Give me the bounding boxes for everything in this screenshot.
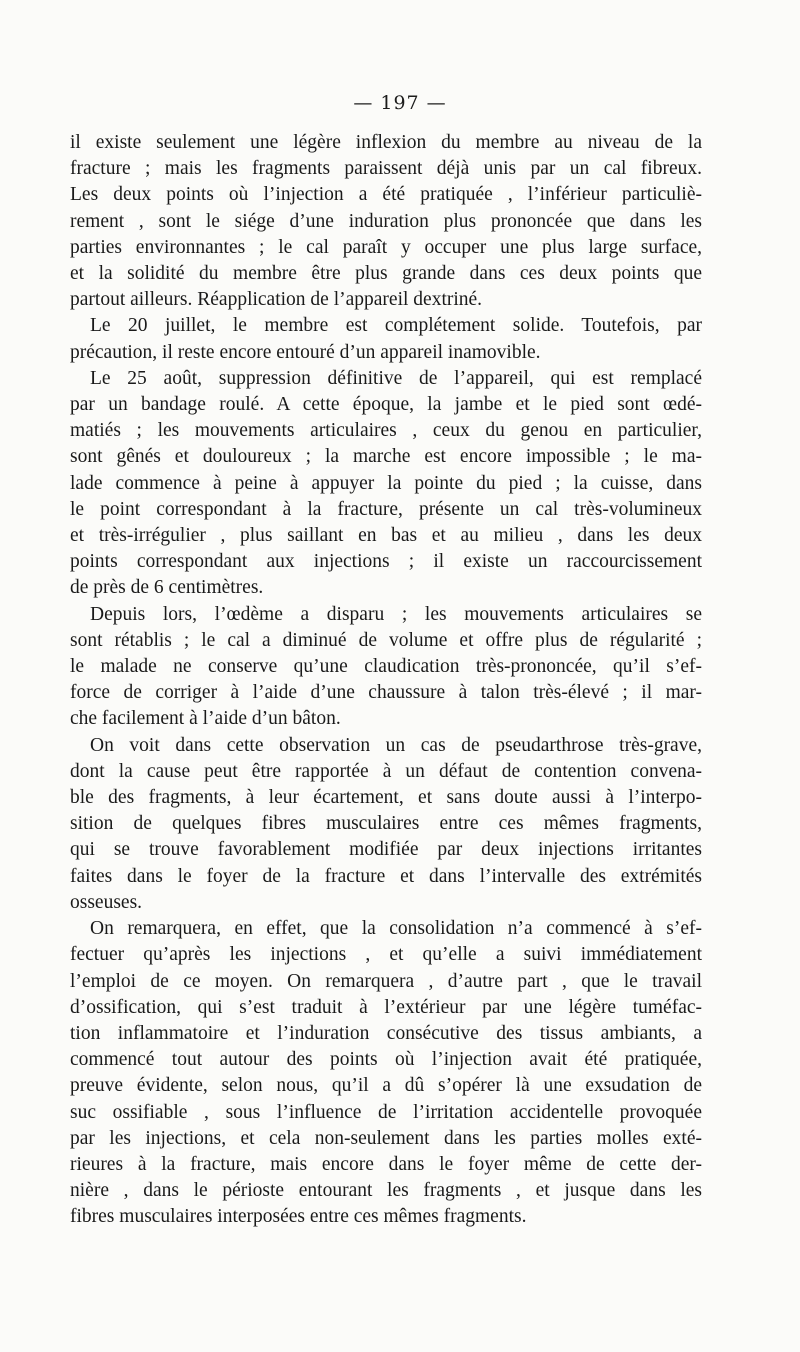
text-line: précaution, il reste encore entouré d’un appareil inamovible. [70,341,541,363]
text-line: sont gênés et douloureux ; la marche est encore impossible ; le ma- [70,446,702,468]
text-line: che facilement à l’aide d’un bâton. [70,708,341,730]
page-number: — 197 — [353,92,447,114]
text-line: preuve évidente, selon nous, qu’il a dû s’opérer là une exsudation de [70,1075,702,1097]
text-line: Le 25 août, suppression définitive de l’appareil, qui est remplacé [90,367,702,389]
text-line: fectuer qu’après les injections , et qu’elle a suivi immédiatement [70,944,702,966]
text-line: partout ailleurs. Réapplication de l’appareil dextriné. [70,289,483,311]
paragraph [70,602,702,733]
text-line: commencé tout autour des points où l’injection avait été pratiquée, [70,1049,702,1071]
text-line: sont rétablis ; le cal a diminué de volume et offre plus de régularité ; [70,629,702,651]
text-line: osseuses. [70,891,143,913]
text-line: tion inflammatoire et l’induration consécutive des tissus ambiants, a [70,1022,702,1044]
text-line: le point correspondant à la fracture, présente un cal très-volumineux [70,498,702,520]
text-line: On remarquera, en effet, que la consolidation n’a commencé à s’ef- [90,918,702,940]
text-line: parties environnantes ; le cal paraît y occuper une plus large surface, [70,236,702,258]
text-line: le malade ne conserve qu’une claudication très-prononcée, qu’il s’ef- [70,656,702,678]
text-line: suc ossifiable , sous l’influence de l’irritation accidentelle provoquée [70,1101,702,1123]
text-line: points correspondant aux injections ; il existe un raccourcissement [70,551,702,573]
text-line: qui se trouve favorablement modifiée par deux injections irritantes [70,839,702,861]
text-line: fibres musculaires interposées entre ces mêmes fragments. [70,1206,527,1228]
text-line: Depuis lors, l’œdème a disparu ; les mouvements articulaires se [90,603,702,625]
text-line: sition de quelques fibres musculaires entre ces mêmes fragments, [70,813,702,835]
text-line: dont la cause peut être rapportée à un défaut de contention convena- [70,760,702,782]
paragraph [70,916,702,1230]
text-line: rement , sont le siége d’une induration plus prononcée que dans les [70,210,702,232]
text-line: Le 20 juillet, le membre est complétement solide. Toutefois, par [90,315,702,337]
paragraph [70,130,702,313]
text-line: lade commence à peine à appuyer la pointe du pied ; la cuisse, dans [70,472,702,494]
text-line: il existe seulement une légère inflexion du membre au niveau de la [70,132,702,153]
text-line: On voit dans cette observation un cas de pseudarthrose très-grave, [90,734,702,756]
text-line: et très-irrégulier , plus saillant en bas et au milieu , dans les deux [70,525,702,547]
paragraph [70,313,702,365]
text-line: ble des fragments, à leur écartement, et sans doute aussi à l’interpo- [70,787,702,809]
body-text [70,130,702,1231]
text-line: Les deux points où l’injection a été pratiquée , l’inférieur particuliè- [70,184,702,206]
text-line: par un bandage roulé. A cette époque, la jambe et le pied sont œdé- [70,394,702,416]
text-line: matiés ; les mouvements articulaires , ceux du genou en particulier, [70,420,702,442]
text-line: faites dans le foyer de la fracture et dans l’intervalle des extrémités [70,865,702,887]
text-line: nière , dans le périoste entourant les fragments , et jusque dans les [70,1180,702,1202]
paragraph [70,366,702,602]
text-line: et la solidité du membre être plus grande dans ces deux points que [70,263,702,285]
paragraph [70,733,702,916]
text-line: l’emploi de ce moyen. On remarquera , d’autre part , que le travail [70,970,702,992]
text-line: d’ossification, qui s’est traduit à l’extérieur par une légère tuméfac- [70,996,702,1018]
text-line: de près de 6 centimètres. [70,577,264,599]
text-line: par les injections, et cela non-seulement dans les parties molles exté- [70,1127,702,1149]
text-line: fracture ; mais les fragments paraissent déjà unis par un cal fibreux. [70,158,702,180]
text-line: force de corriger à l’aide d’une chaussure à talon très-élevé ; il mar- [70,682,702,704]
text-line: rieures à la fracture, mais encore dans le foyer même de cette der- [70,1153,702,1175]
